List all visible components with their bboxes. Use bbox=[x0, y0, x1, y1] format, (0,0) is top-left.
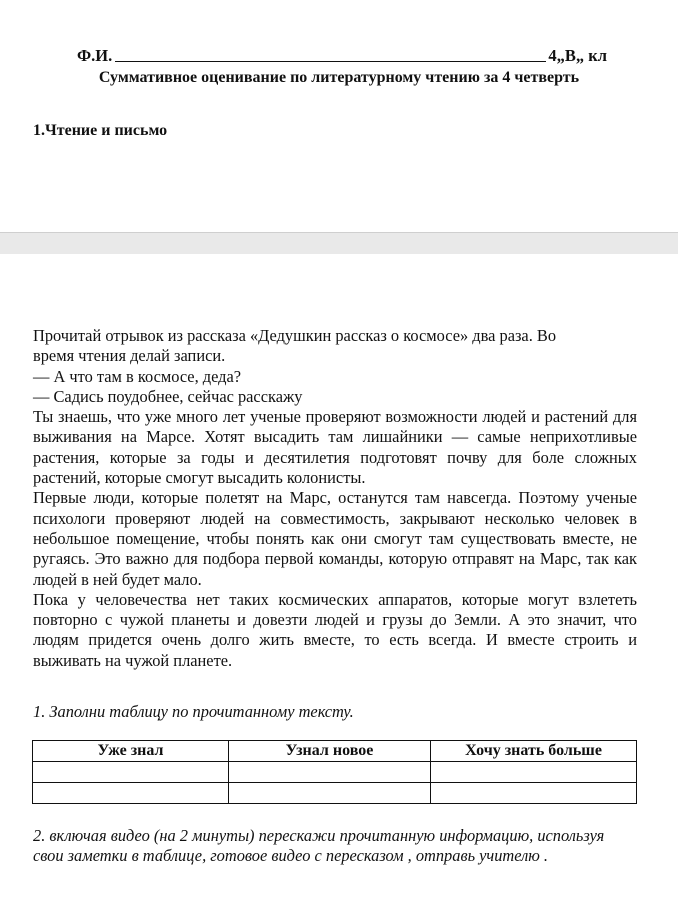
document-title: Суммативное оценивание по литературному чтению за 4 четверть bbox=[98, 69, 580, 86]
table-cell[interactable] bbox=[33, 783, 229, 804]
column-header-want-to-know: Хочу знать больше bbox=[431, 741, 637, 762]
table-cell[interactable] bbox=[431, 783, 637, 804]
fio-label: Ф.И. bbox=[77, 46, 113, 65]
paragraph-2: Первые люди, которые полетят на Марс, останутся там навсегда. Поэтому ученые психологи проверяют людей на совместимость, закрывают несколько человек в небольшое помещение, чтобы понять как они смогут там существовать вместе, не ругаясь. Это важно для подбора первой команды, которую отправят на Марс, так как людей в ней будет мало. bbox=[33, 488, 637, 589]
paragraph-1: Ты знаешь, что уже много лет ученые проверяют возможности людей и растений для выживания на Марсе. Хотят высадить там лишайники — самые неприхотливые растения, которые за годы и десятилетия подготовят почву для боле сложных растений, которые смогут высадить колонисты. bbox=[33, 407, 637, 488]
reading-passage bbox=[33, 326, 637, 671]
paragraph-3: Пока у человечества нет таких космических аппаратов, которые могут взлететь повторно с чужой планеты и довезти людей и грузы до Земли. А это значит, что людям придется очень долго жить вместе, то есть всегда. И вместе строить и выживать на чужой планете. bbox=[33, 589, 637, 670]
kwl-table bbox=[32, 740, 637, 804]
name-blank-line bbox=[115, 61, 546, 62]
table-cell[interactable] bbox=[431, 762, 637, 783]
column-header-learned: Узнал новое bbox=[229, 741, 431, 762]
section-heading: 1.Чтение и письмо bbox=[33, 122, 168, 139]
table-header-row bbox=[33, 741, 637, 762]
class-label: 4„В„ кл bbox=[548, 46, 607, 65]
intro-line-2: время чтения делай записи. bbox=[33, 346, 226, 366]
table-cell[interactable] bbox=[229, 762, 431, 783]
task-1-instruction: 1. Заполни таблицу по прочитанному тексту. bbox=[33, 702, 354, 721]
table-row bbox=[33, 783, 637, 804]
page-gap bbox=[0, 232, 678, 254]
intro-line-1: Прочитай отрывок из рассказа «Дедушкин рассказ о космосе» два раза. Во bbox=[33, 326, 557, 345]
table-cell[interactable] bbox=[229, 783, 431, 804]
task-2-instruction: 2. включая видео (на 2 минуты) перескажи прочитанную информацию, используя свои заметки в таблице, готовое видео с пересказом , отправь учителю . bbox=[33, 826, 605, 866]
table-cell[interactable] bbox=[33, 762, 229, 783]
dialog-line-2: — Садись поудобнее, сейчас расскажу bbox=[33, 386, 303, 406]
dialog-line-1: — А что там в космосе, деда? bbox=[33, 366, 242, 386]
page-divider bbox=[0, 232, 678, 233]
table-row bbox=[33, 762, 637, 783]
column-header-known: Уже знал bbox=[33, 741, 229, 762]
name-field-row bbox=[77, 44, 607, 66]
page-1-bottom bbox=[0, 0, 678, 232]
